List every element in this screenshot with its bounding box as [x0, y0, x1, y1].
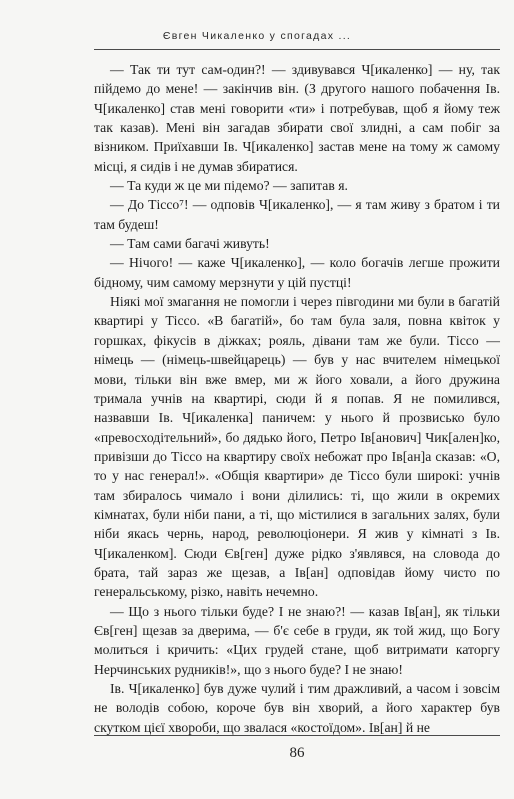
header-rule: [94, 49, 500, 50]
paragraph: — Нічого! — каже Ч[икаленко], — коло богачів легше прожити бідному, чим самому мерзнути у цій пустці!: [94, 255, 500, 290]
page-number: 86: [289, 745, 305, 761]
paragraph: — Там сами багачі живуть!: [110, 236, 270, 252]
paragraph: — Що з нього тільки буде? І не знаю?! — казав Ів[ан], як тільки Єв[ген] щезав за дверима, — б'є себе в груди, як той жид, що Богу молиться і кричить: «Цих грудей стане, щоб витримати каторгу Нерчинських рудників!», що з нього буде? І не знаю!: [94, 603, 500, 677]
body-text: [94, 60, 500, 737]
paragraph: — Та куди ж це ми підемо? — запитав я.: [110, 178, 348, 194]
paragraph: Ніякі мої змагання не помогли і через півгодини ми були в багатій квартирі у Тіссо. «В багатій», бо там була заля, повна квіток у горшках, фікусів в діжках; рояль, дівани там же були. Тіссо — німець — (німець-швейцарець) — був у нас вчителем німецької мови, тільки він вже вмер, ми ж його ховали, а його дружина тримала учнів на квартирі, сюди й я попав. Я не помилився, назвавши Ів. Ч[икаленка] паничем: у нього й прозвисько було «превосходітельний», бо дядько його, Петро Ів[анович] Чик[ален]ко, привізши до Тіссо на квартиру своїх небожат про Ів[ан]а сказав: «О, то у нас генерал!». «Общія квартири» де Тіссо були широкі: учнів там збиралось чимало і вони ділились: ті, що жили в окремих кімнатах, були ніби пани, а ті, що містилися в загальних залях, були ніби якась чернь, народ, революціонери. Я жив у кімнаті з Ів. Ч[икаленком]. Сюди Єв[ген] дуже рідко з'являвся, на словода до брата, тай зараз же щезав, а Ів[ан] одповідав йому чисто по генеральському, різко, навіть нечемно.: [94, 294, 500, 600]
paragraph: — До Тіссо⁷! — одповів Ч[икаленко], — я там живу з братом і ти там будеш!: [94, 197, 500, 232]
paragraph: Ів. Ч[икаленко] був дуже чулий і тим дражливий, а часом і зовсім не володів собою, короче був він хворий, а його характер був скутком цієї хвороби, що звалася «костоїдом». Ів[ан] й не: [94, 681, 500, 735]
running-head: Євген Чикаленко у спогадах ...: [162, 30, 352, 42]
footer-rule: [94, 735, 500, 736]
paragraph: — Так ти тут сам-один?! — здивувався Ч[икаленко] — ну, так пійдемо до мене! — закінчив він. (З другого нашого побачення Ів. Ч[икаленко] став мені говорити «ти» і потребував, щоб я йому теж так казав). Мені він загадав збирати свої злидні, а сам побіг за візником. Приїхавши Ів. Ч[икаленко] застав мене на тому ж самому місці, я сидів і не думав збиратися.: [94, 62, 500, 174]
